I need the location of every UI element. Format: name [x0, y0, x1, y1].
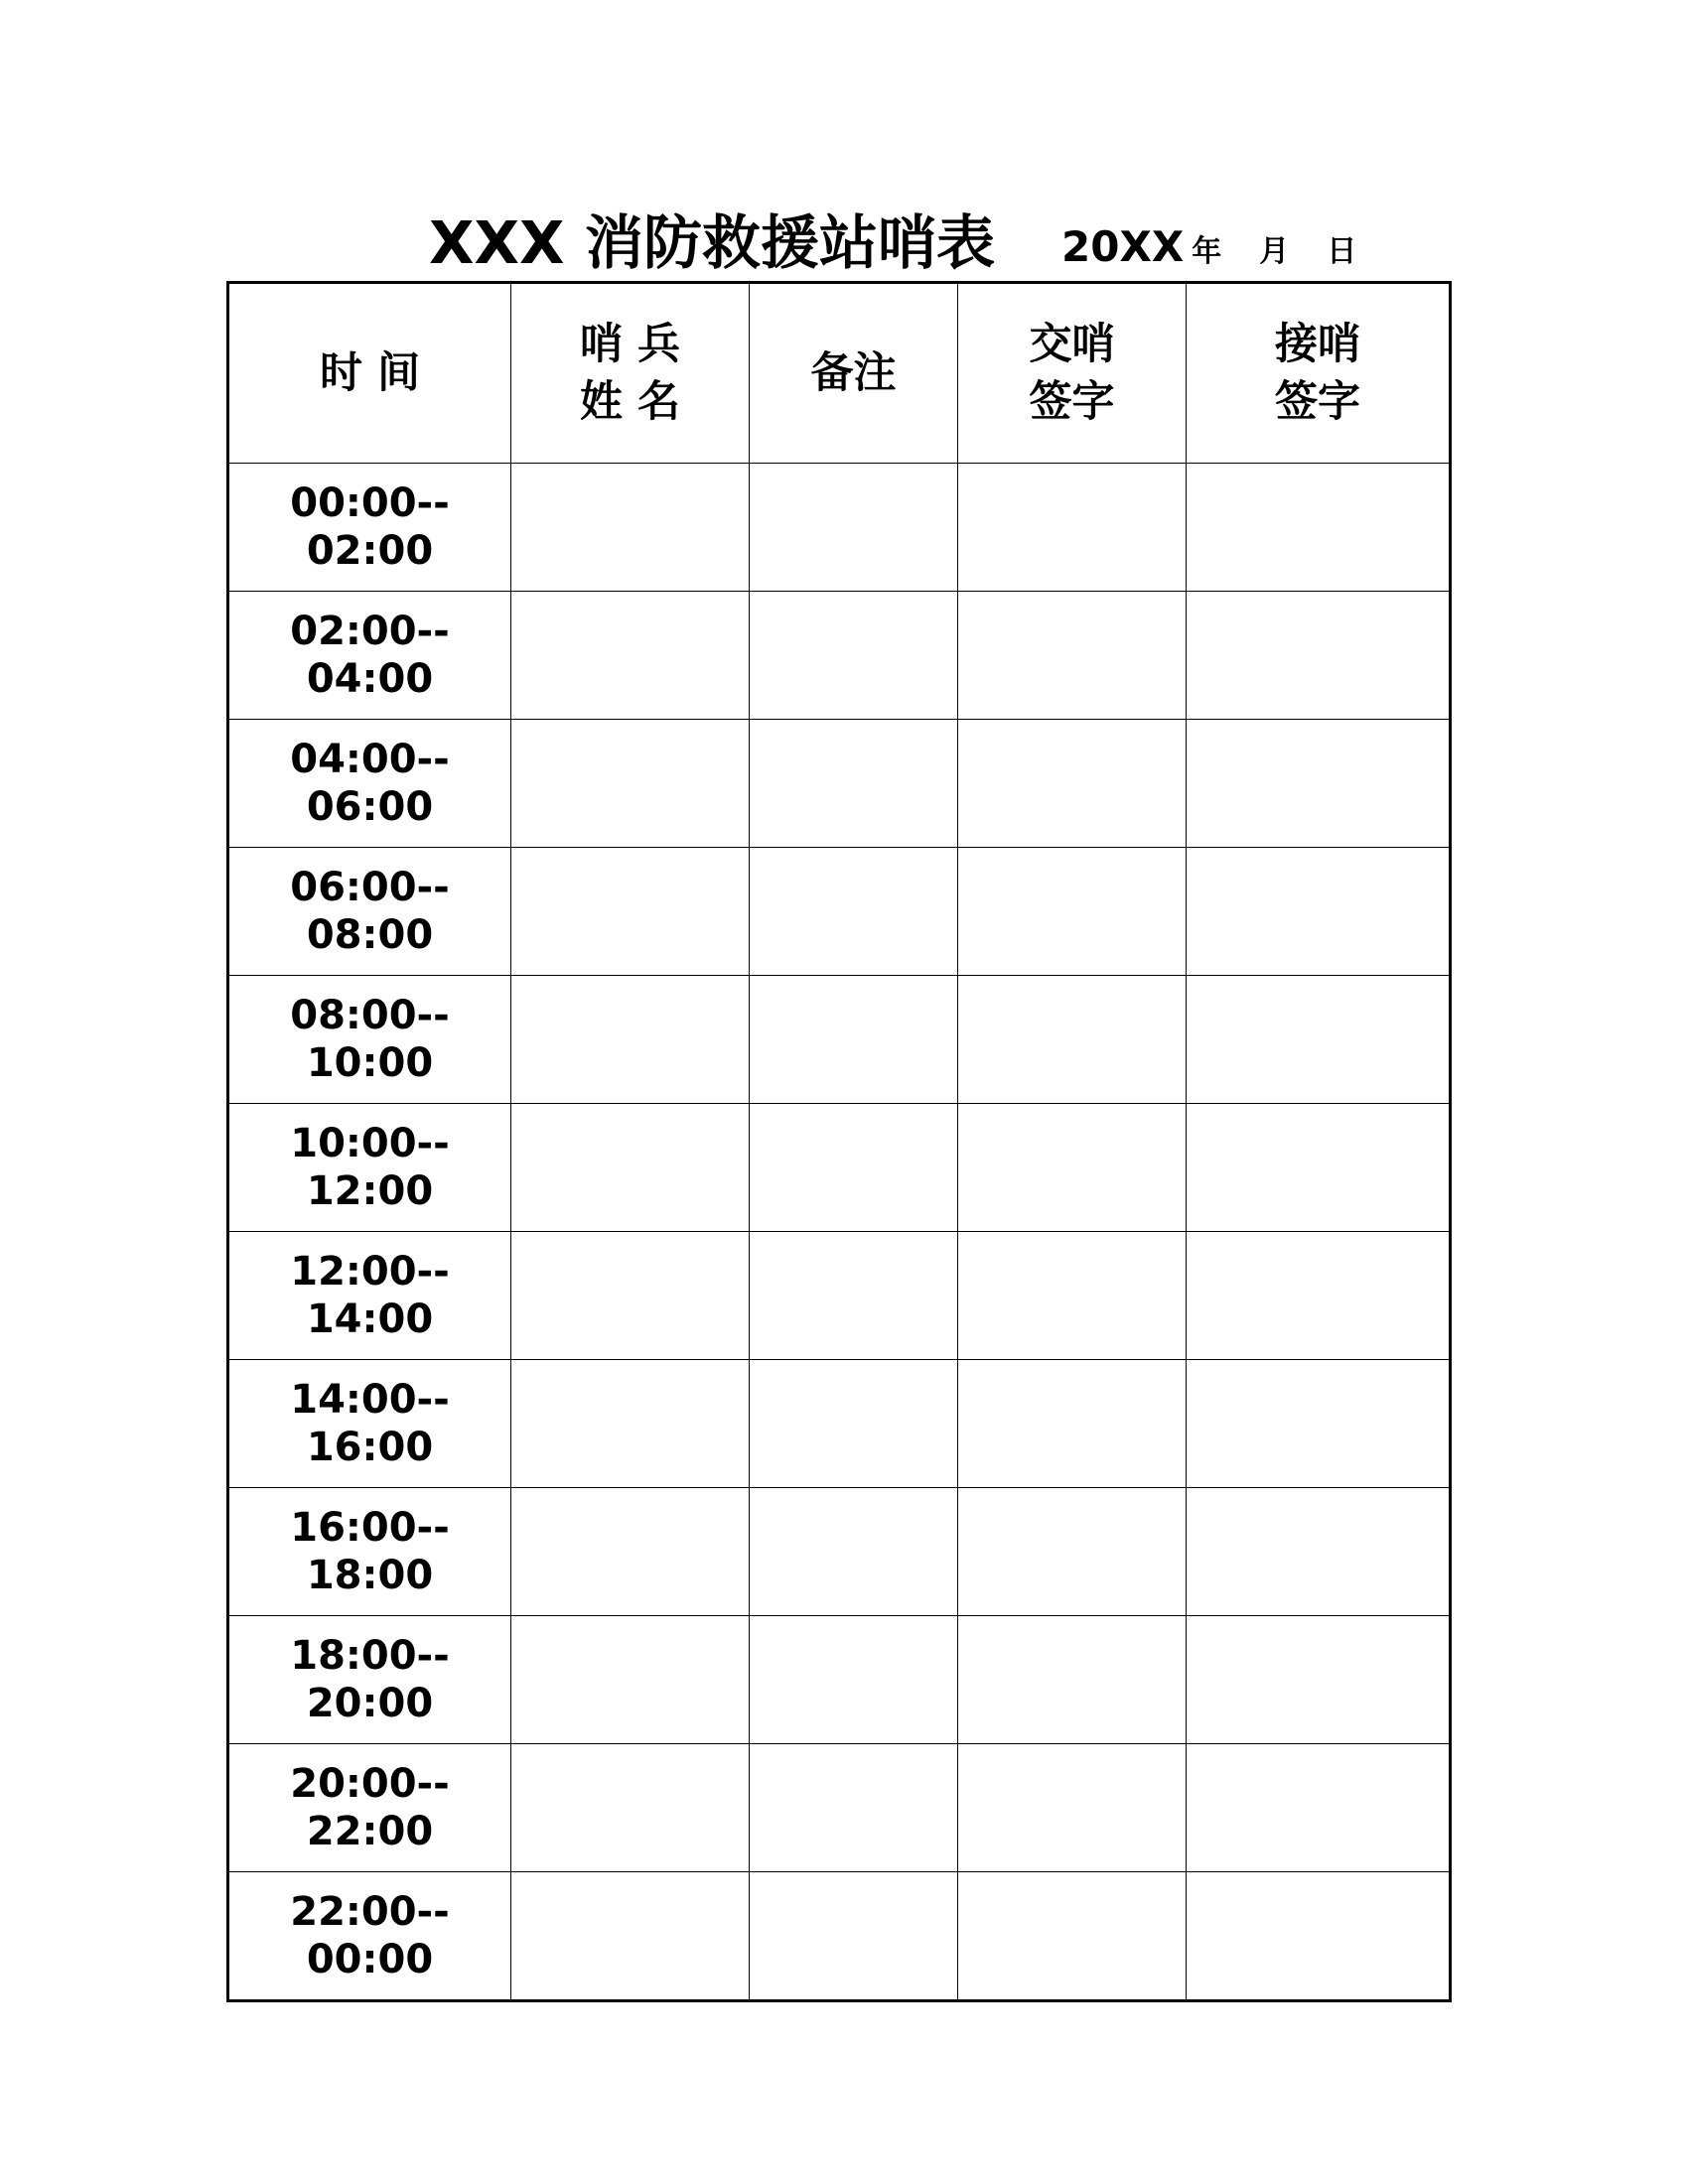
- table-row: [228, 464, 1451, 592]
- time-slot-cell: 10:00-- 12:00: [228, 1104, 511, 1232]
- remarks-cell[interactable]: [750, 592, 958, 720]
- handover-signature-cell[interactable]: [958, 1232, 1187, 1360]
- handover-signature-cell[interactable]: [958, 1616, 1187, 1744]
- table-row: [228, 848, 1451, 976]
- handover-signature-cell[interactable]: [958, 1488, 1187, 1616]
- sentry-duty-table: [226, 281, 1452, 2002]
- sentry-name-cell[interactable]: [511, 1744, 750, 1872]
- remarks-cell[interactable]: [750, 1232, 958, 1360]
- time-slot-cell: 12:00-- 14:00: [228, 1232, 511, 1360]
- takeover-signature-cell[interactable]: [1187, 720, 1451, 848]
- sentry-name-cell[interactable]: [511, 848, 750, 976]
- time-slot-cell: 18:00-- 20:00: [228, 1616, 511, 1744]
- takeover-signature-cell[interactable]: [1187, 1232, 1451, 1360]
- time-slot-cell: 00:00-- 02:00: [228, 464, 511, 592]
- takeover-signature-cell[interactable]: [1187, 1744, 1451, 1872]
- remarks-cell[interactable]: [750, 848, 958, 976]
- table-row: [228, 1488, 1451, 1616]
- sentry-name-cell[interactable]: [511, 1872, 750, 2001]
- remarks-cell[interactable]: [750, 1616, 958, 1744]
- time-slot-cell: 22:00-- 00:00: [228, 1872, 511, 2001]
- header-sentry-name: 哨 兵 姓 名: [511, 283, 750, 464]
- handover-signature-cell[interactable]: [958, 592, 1187, 720]
- sentry-name-cell[interactable]: [511, 1488, 750, 1616]
- handover-signature-cell[interactable]: [958, 1104, 1187, 1232]
- page-title: [0, 204, 1688, 283]
- header-handover-signature: 交哨 签字: [958, 283, 1187, 464]
- sentry-name-cell[interactable]: [511, 1360, 750, 1488]
- takeover-signature-cell[interactable]: [1187, 976, 1451, 1104]
- time-slot-cell: 08:00-- 10:00: [228, 976, 511, 1104]
- table-row: [228, 1872, 1451, 2001]
- takeover-signature-cell[interactable]: [1187, 1872, 1451, 2001]
- remarks-cell[interactable]: [750, 1488, 958, 1616]
- date-line: [1061, 217, 1356, 286]
- sentry-name-cell[interactable]: [511, 464, 750, 592]
- table-row: [228, 720, 1451, 848]
- date-year: 20XX: [1061, 222, 1185, 271]
- remarks-cell[interactable]: [750, 1104, 958, 1232]
- takeover-signature-cell[interactable]: [1187, 1104, 1451, 1232]
- table-row: [228, 976, 1451, 1104]
- handover-signature-cell[interactable]: [958, 1360, 1187, 1488]
- date-year-unit: 年: [1192, 234, 1222, 269]
- takeover-signature-cell[interactable]: [1187, 1360, 1451, 1488]
- header-time: 时 间: [228, 283, 511, 464]
- handover-signature-cell[interactable]: [958, 1744, 1187, 1872]
- date-month-unit: 月: [1259, 234, 1290, 269]
- time-slot-cell: 02:00-- 04:00: [228, 592, 511, 720]
- table-row: [228, 1360, 1451, 1488]
- handover-signature-cell[interactable]: [958, 464, 1187, 592]
- sentry-name-cell[interactable]: [511, 720, 750, 848]
- sentry-name-cell[interactable]: [511, 592, 750, 720]
- table-row: [228, 592, 1451, 720]
- takeover-signature-cell[interactable]: [1187, 1488, 1451, 1616]
- takeover-signature-cell[interactable]: [1187, 592, 1451, 720]
- handover-signature-cell[interactable]: [958, 720, 1187, 848]
- remarks-cell[interactable]: [750, 976, 958, 1104]
- remarks-cell[interactable]: [750, 1360, 958, 1488]
- time-slot-cell: 06:00-- 08:00: [228, 848, 511, 976]
- time-slot-cell: 04:00-- 06:00: [228, 720, 511, 848]
- header-takeover-signature: 接哨 签字: [1187, 283, 1451, 464]
- takeover-signature-cell[interactable]: [1187, 1616, 1451, 1744]
- sentry-name-cell[interactable]: [511, 976, 750, 1104]
- remarks-cell[interactable]: [750, 1872, 958, 2001]
- time-slot-cell: 20:00-- 22:00: [228, 1744, 511, 1872]
- handover-signature-cell[interactable]: [958, 1872, 1187, 2001]
- handover-signature-cell[interactable]: [958, 976, 1187, 1104]
- table-row: [228, 1616, 1451, 1744]
- remarks-cell[interactable]: [750, 1744, 958, 1872]
- table-row: [228, 1744, 1451, 1872]
- sentry-name-cell[interactable]: [511, 1616, 750, 1744]
- header-row: [228, 283, 1451, 464]
- date-day-unit: 日: [1327, 234, 1357, 269]
- remarks-cell[interactable]: [750, 720, 958, 848]
- remarks-cell[interactable]: [750, 464, 958, 592]
- sentry-name-cell[interactable]: [511, 1104, 750, 1232]
- header-remarks: 备注: [750, 283, 958, 464]
- time-slot-cell: 14:00-- 16:00: [228, 1360, 511, 1488]
- form-title: XXX 消防救援站哨表: [429, 208, 996, 277]
- handover-signature-cell[interactable]: [958, 848, 1187, 976]
- table-row: [228, 1104, 1451, 1232]
- table-row: [228, 1232, 1451, 1360]
- sentry-name-cell[interactable]: [511, 1232, 750, 1360]
- time-slot-cell: 16:00-- 18:00: [228, 1488, 511, 1616]
- takeover-signature-cell[interactable]: [1187, 848, 1451, 976]
- takeover-signature-cell[interactable]: [1187, 464, 1451, 592]
